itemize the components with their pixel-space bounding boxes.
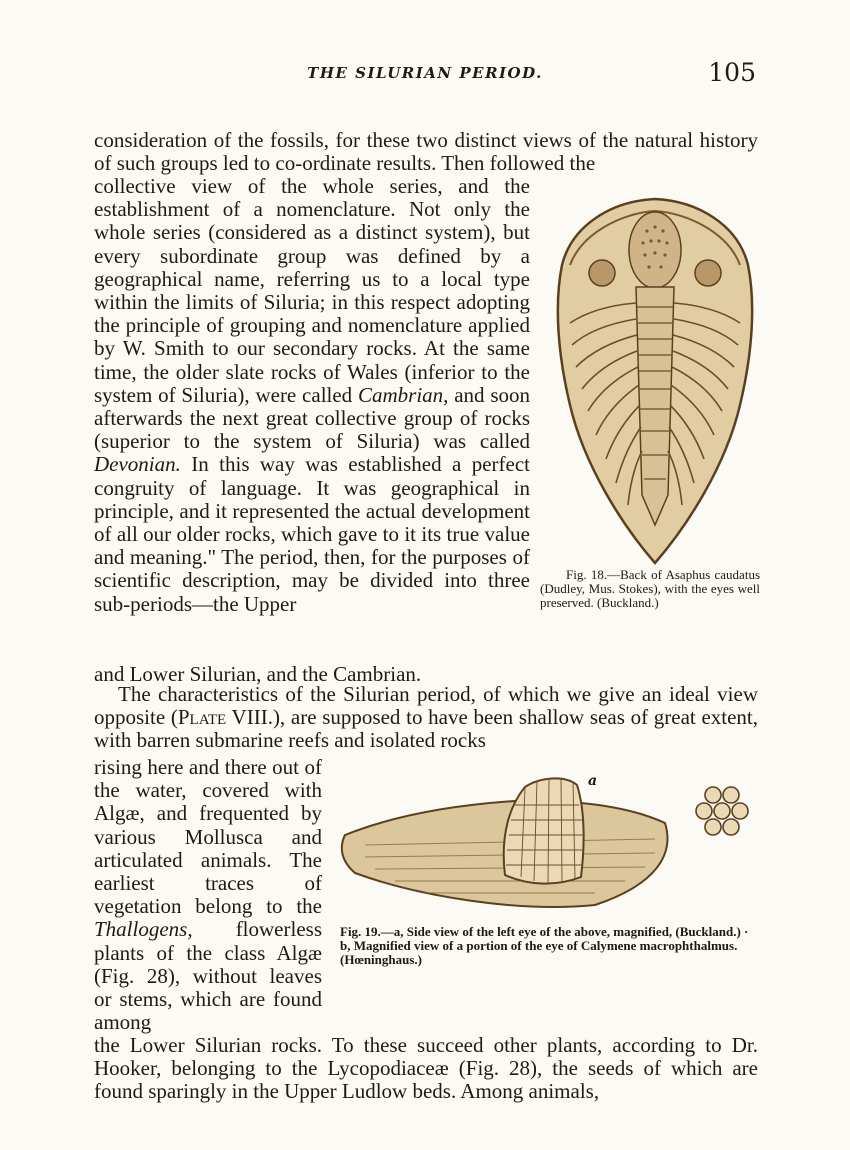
- figure-19-caption: Fig. 19.—a, Side view of the left eye of the above, magnified, (Buckland.) · b, Magnified view of a portion of the eye of Calymene macrophthalmus. (Hœninghaus.): [340, 924, 749, 967]
- term-thallogens: Thallogens,: [94, 917, 193, 942]
- magnified-lens-cluster: [696, 787, 748, 835]
- term-cambrian: Cambrian,: [357, 382, 449, 407]
- paragraph-closing: the Lower Silurian rocks. To these succeed other plants, according to Dr. Hooker, belonging to the Lycopodiaceæ (Fig. 28), the seeds of which are found sparingly in the Upper Ludlow beds. Among animals,: [94, 1033, 758, 1104]
- paragraph-opening: consideration of the fossils, for these two distinct views of the natural history of such groups led to co-ordinate results. Then followed the: [94, 128, 758, 176]
- paragraph-vegetation: [94, 756, 322, 1034]
- text-run: VIII.), are supposed to have been shallow seas of great extent, with barren submarine reefs and isolated rocks: [94, 705, 759, 753]
- figure-18-caption: Fig. 18.—Back of Asaphus caudatus (Dudley, Mus. Stokes), with the eyes well preserved. (Buckland.): [540, 567, 760, 610]
- left-eye: [589, 260, 615, 286]
- glabella: [629, 212, 681, 288]
- paragraph-nomenclature: [94, 175, 530, 616]
- plate-reference: Plate: [177, 705, 227, 730]
- text-run: and soon afterwards the next great collective group of rocks (superior to the system of Siluria) was called: [94, 382, 531, 454]
- text-run: flowerless plants of the class Algæ (Fig. 28), without leaves or stems, which are found among: [94, 917, 322, 1035]
- trilobite-illustration: [552, 195, 758, 567]
- figure-label-a: a: [588, 773, 598, 789]
- text-run: The characteristics of the Silurian period, of which we give an ideal view opposite (: [94, 682, 758, 730]
- text-run: In this way was established a perfect congruity of language. It was geographical in principle, and it represented the actual development of all our older rocks, which gave to it its true value and meaning." The period, then, for the purposes of scientific description, may be divided into three sub-periods—the Upper: [94, 452, 530, 616]
- paragraph-characteristics: [94, 683, 758, 753]
- trilobite-eye-illustration: [335, 765, 765, 917]
- text-run: rising here and there out of the water, covered with Algæ, and frequented by various Mollusca and articulated animals. The earliest traces of vegetation belong to the: [94, 755, 322, 919]
- text-run: collective view of the whole series, and the establishment of a nomenclature. Not only the whole series (considered as a distinct system), but every subordinate group was defined by a geographical name, referring us to a local type within the limits of Siluria; in this respect adopting the principle of grouping and nomenclature applied by W. Smith to our secondary rocks. At the same time, the older slate rocks of Wales (inferior to the system of Siluria), were called: [94, 174, 530, 407]
- paragraph-tail: and Lower Silurian, and the Cambrian.: [94, 662, 422, 686]
- term-devonian: Devonian.: [94, 452, 181, 477]
- eye-dome: [504, 778, 584, 883]
- page-number: 105: [708, 58, 756, 87]
- running-head: [90, 58, 760, 92]
- right-eye: [695, 260, 721, 286]
- running-title: THE SILURIAN PERIOD.: [307, 64, 543, 82]
